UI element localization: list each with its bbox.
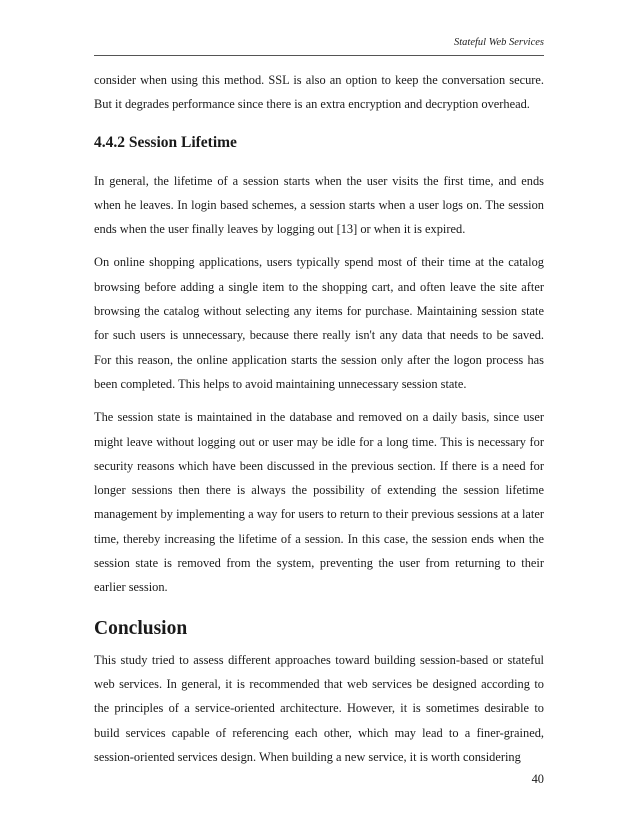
header-rule <box>94 55 544 56</box>
paragraph-online-shopping: On online shopping applications, users typically spend most of their time at the catalog browsing before adding a single item to the shopping cart, and often leave the site after browsing the catalog without selecting any items for purchase. Maintaining session state for such users is unnecessary, because there really isn't any data that needs to be saved. For this reason, the online application starts the session only after the logon process has been completed. This helps to avoid maintaining unnecessary session state. <box>94 255 544 391</box>
paragraph-session-lifetime: In general, the lifetime of a session starts when the user visits the first time, and ends when he leaves. In login based schemes, a session starts when a user logs on. The session ends when the user finally leaves by logging out [13] or when it is expired. <box>94 173 544 237</box>
paragraph-continued: consider when using this method. SSL is also an option to keep the conversation secure. But it degrades performance since there is an extra encryption and decryption overhead. <box>94 73 544 112</box>
paragraph-session-state: The session state is maintained in the database and removed on a daily basis, since user might leave without logging out or user may be idle for a long time. This is necessary for security reasons which have been discussed in the previous section. If there is a need for longer sessions then there is always the possibility of extending the session lifetime management by implementing a way for users to return to their previous sessions at a later time, thereby increasing the lifetime of a session. In this case, the session ends when the session state is removed from the system, preventing the user from returning to their earlier session. <box>94 410 544 595</box>
section-heading: 4.4.2 Session Lifetime <box>94 133 237 151</box>
running-header: Stateful Web Services <box>453 37 544 48</box>
paragraph-conclusion: This study tried to assess different approaches toward building session-based or stateful web services. In general, it is recommended that web services be designed according to the principles of a service-oriented architecture. However, it is sometimes desirable to build services capable of referencing each other, which may lead to a finer-grained, session-oriented services design. When building a new service, it is worth considering <box>94 652 544 764</box>
page-body <box>94 68 544 778</box>
conclusion-heading: Conclusion <box>94 617 188 639</box>
page-number: 40 <box>531 772 544 786</box>
